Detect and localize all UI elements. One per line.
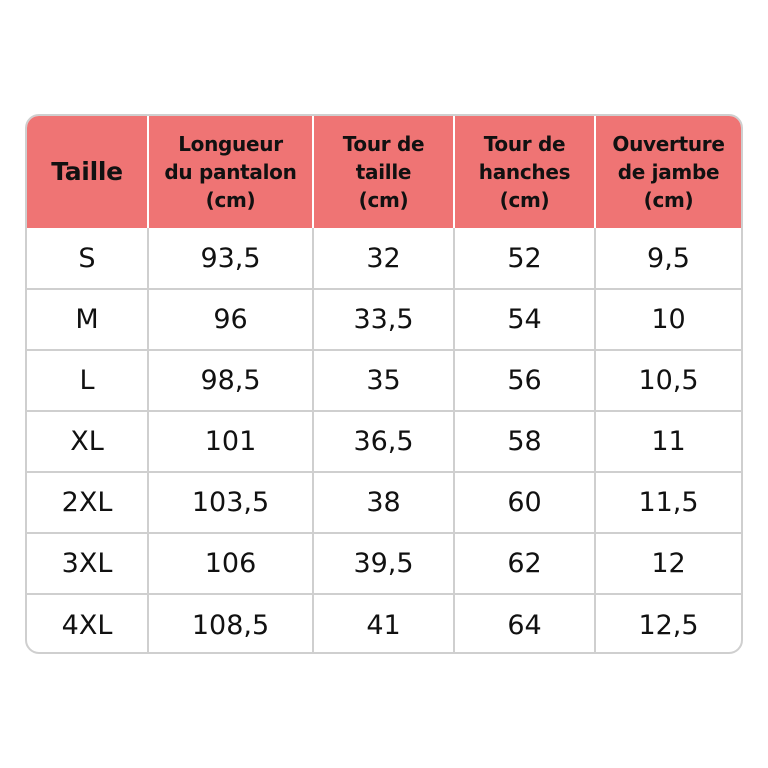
cell-tour-de-hanches: 52 [454,228,595,289]
cell-ouverture-de-jambe: 11 [595,411,741,472]
table-row [27,289,741,350]
cell-size: XL [27,411,148,472]
cell-ouverture-de-jambe: 12,5 [595,594,741,654]
cell-size: M [27,289,148,350]
cell-ouverture-de-jambe: 12 [595,533,741,594]
table-row [27,533,741,594]
cell-size: L [27,350,148,411]
cell-size: 2XL [27,472,148,533]
header-tour-de-taille: Tour de taille (cm) [313,116,454,228]
size-chart [25,114,743,654]
cell-tour-de-taille: 41 [313,594,454,654]
header-tour-de-hanches: Tour de hanches (cm) [454,116,595,228]
cell-tour-de-hanches: 64 [454,594,595,654]
cell-longueur: 101 [148,411,313,472]
cell-longueur: 98,5 [148,350,313,411]
cell-tour-de-hanches: 54 [454,289,595,350]
cell-tour-de-taille: 33,5 [313,289,454,350]
cell-size: S [27,228,148,289]
cell-longueur: 96 [148,289,313,350]
cell-longueur: 103,5 [148,472,313,533]
cell-tour-de-hanches: 62 [454,533,595,594]
header-ouverture-de-jambe: Ouverture de jambe (cm) [595,116,741,228]
cell-ouverture-de-jambe: 11,5 [595,472,741,533]
cell-tour-de-taille: 38 [313,472,454,533]
cell-longueur: 93,5 [148,228,313,289]
cell-size: 4XL [27,594,148,654]
size-table [27,116,741,654]
cell-tour-de-hanches: 58 [454,411,595,472]
table-row [27,228,741,289]
cell-tour-de-taille: 32 [313,228,454,289]
cell-tour-de-taille: 35 [313,350,454,411]
cell-tour-de-taille: 39,5 [313,533,454,594]
cell-tour-de-taille: 36,5 [313,411,454,472]
table-row [27,350,741,411]
header-row [27,116,741,228]
header-longueur: Longueur du pantalon (cm) [148,116,313,228]
header-taille: Taille [27,116,148,228]
cell-longueur: 108,5 [148,594,313,654]
cell-longueur: 106 [148,533,313,594]
cell-tour-de-hanches: 56 [454,350,595,411]
cell-size: 3XL [27,533,148,594]
cell-ouverture-de-jambe: 10 [595,289,741,350]
cell-ouverture-de-jambe: 9,5 [647,242,690,274]
table-row [27,594,741,654]
table-row [27,472,741,533]
cell-ouverture-de-jambe: 10,5 [595,350,741,411]
cell-tour-de-hanches: 60 [454,472,595,533]
table-row [27,411,741,472]
